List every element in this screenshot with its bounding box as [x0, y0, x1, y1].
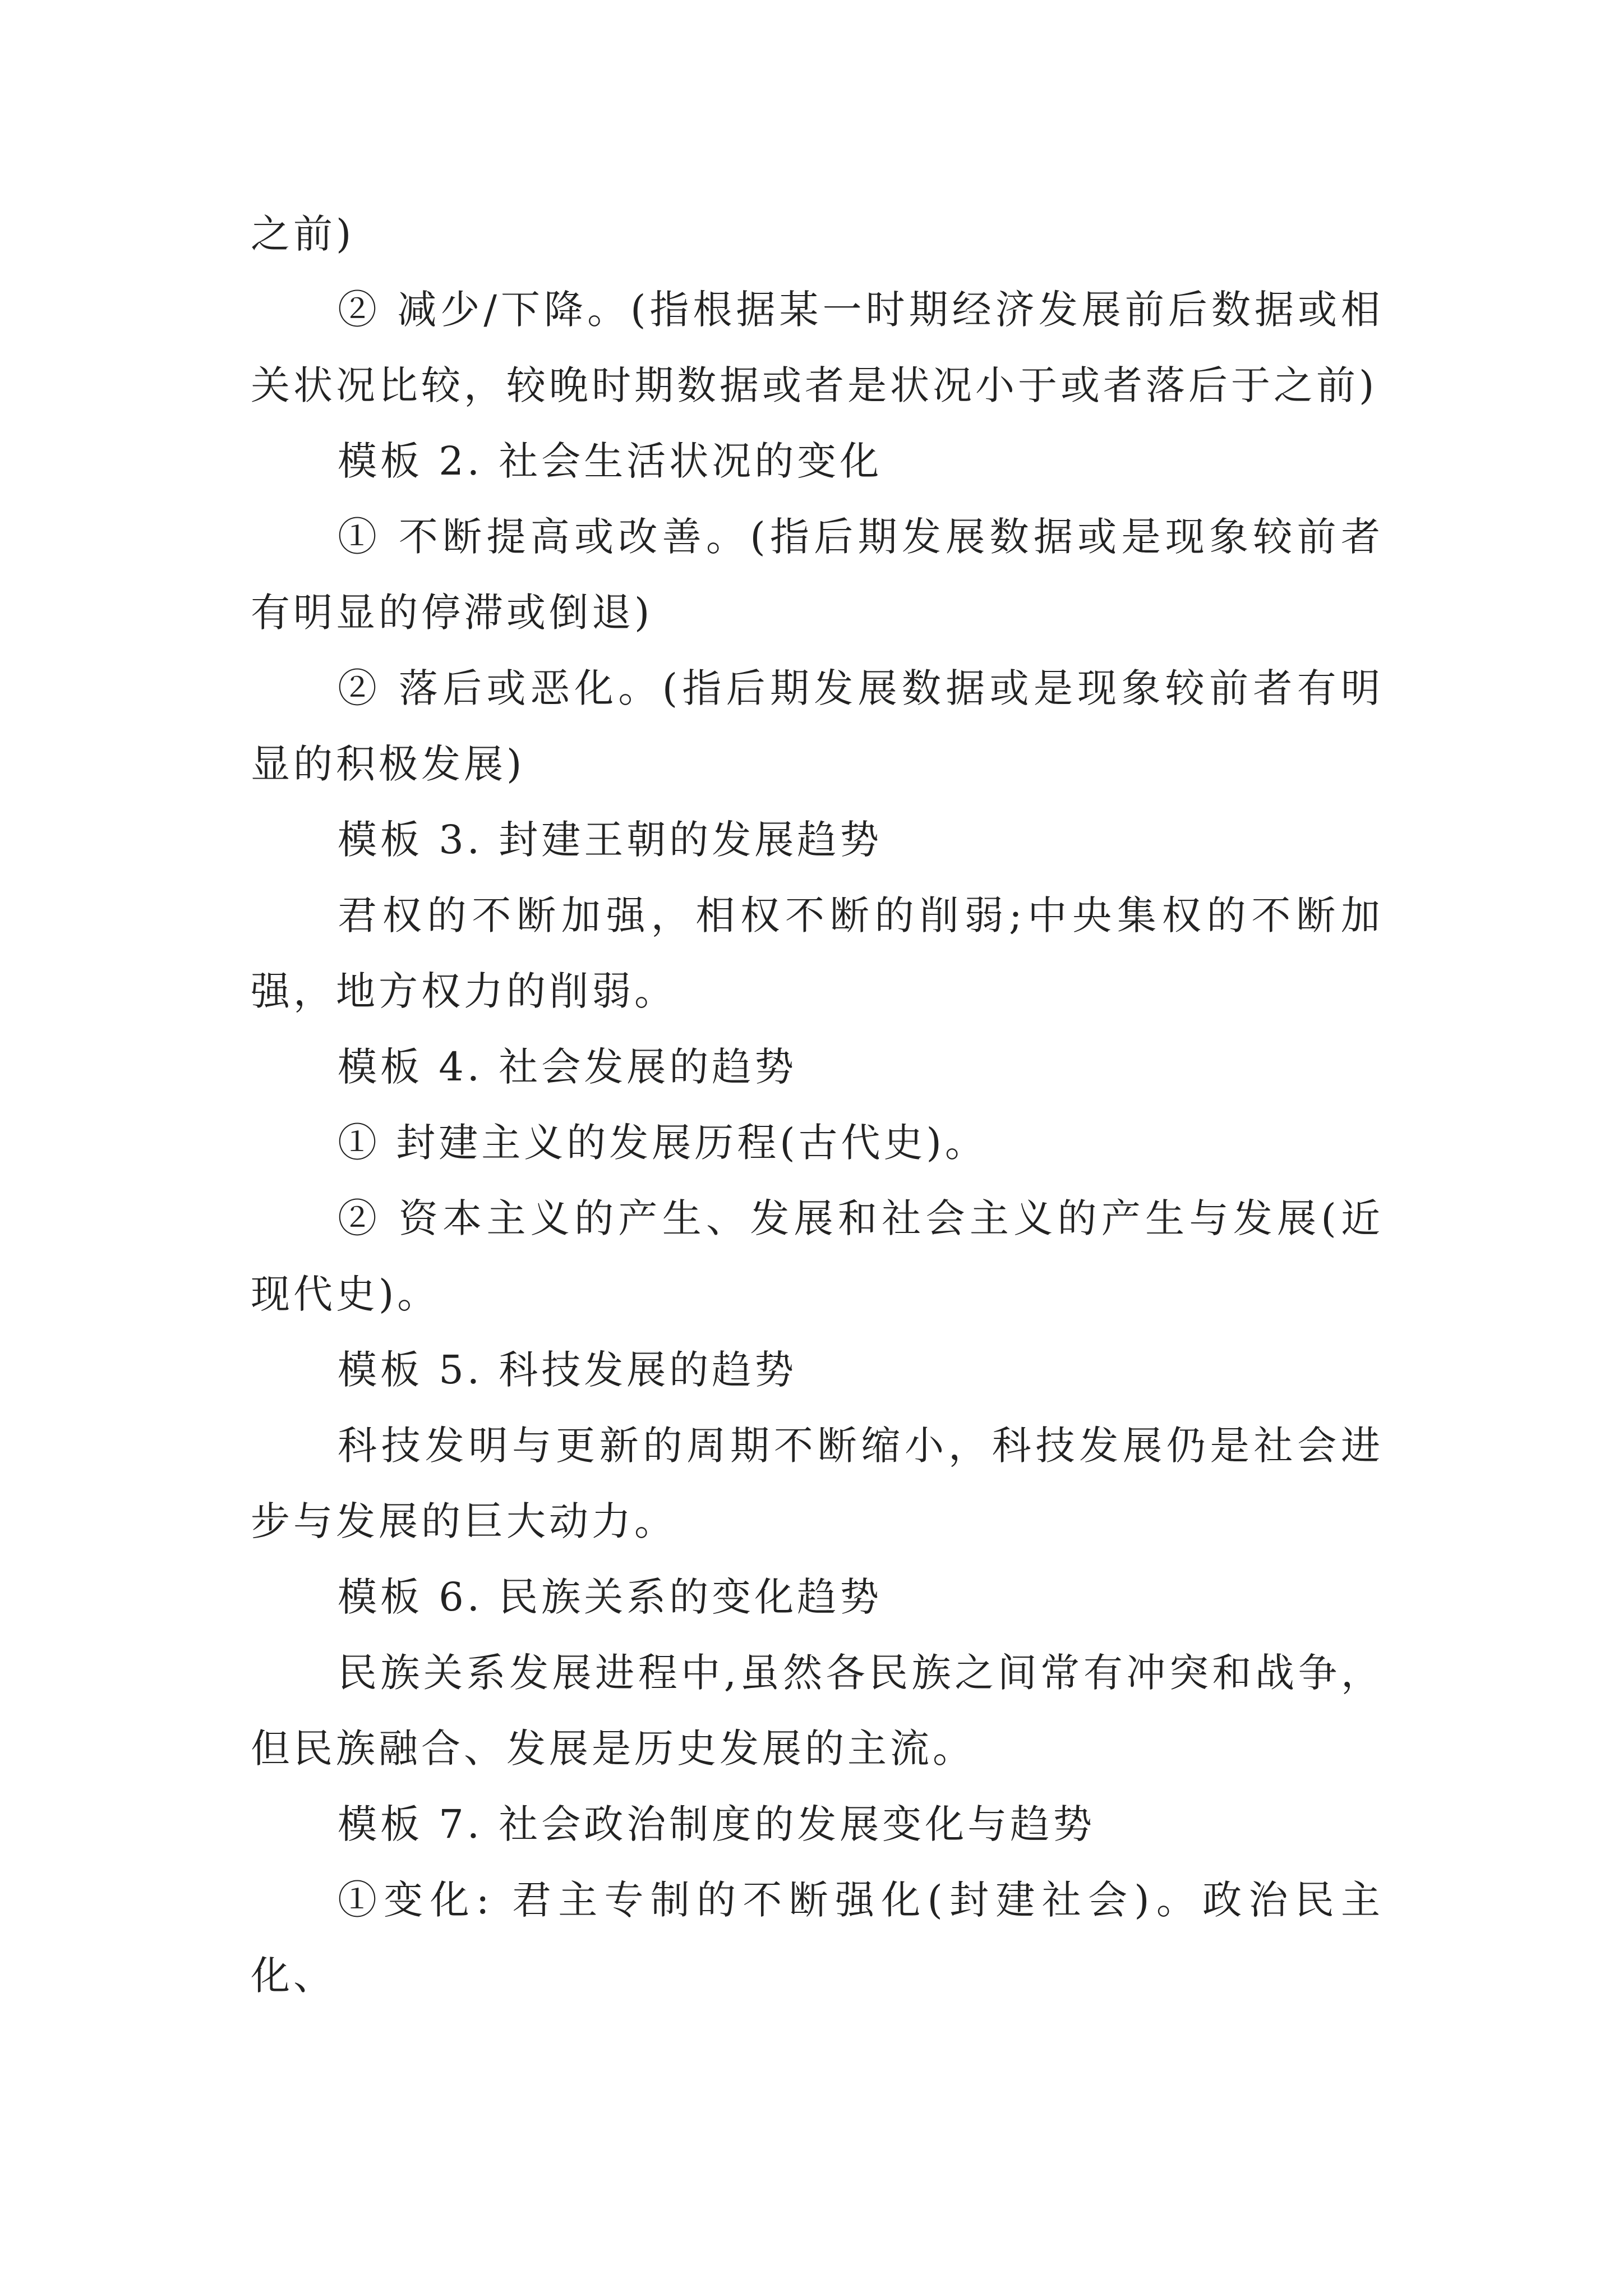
paragraph: ① 不断提高或改善。(指后期发展数据或是现象较前者有明显的停滞或倒退) [251, 514, 1384, 636]
paragraph: ② 资本主义的产生、发展和社会主义的产生与发展(近现代史)。 [251, 1195, 1384, 1317]
paragraph: ② 落后或恶化。(指后期发展数据或是现象较前者有明显的积极发展) [251, 665, 1384, 787]
section-heading: 模板 4. 社会发展的趋势 [338, 1044, 797, 1090]
paragraph: 民族关系发展进程中,虽然各民族之间常有冲突和战争，但民族融合、发展是历史发展的主流。 [251, 1650, 1384, 1772]
paragraph: ①变化: 君主专制的不断强化(封建社会)。政治民主化、 [251, 1877, 1384, 1999]
section-heading: 模板 6. 民族关系的变化趋势 [338, 1574, 883, 1620]
paragraph: ① 封建主义的发展历程(古代史)。 [338, 1120, 988, 1166]
paragraph: ② 减少/下降。(指根据某一时期经济发展前后数据或相关状况比较，较晚时期数据或者是状况小于或者落后于之前) [251, 287, 1384, 408]
section-heading: 模板 2. 社会生活状况的变化 [338, 438, 883, 484]
paragraph: 君权的不断加强，相权不断的削弱;中央集权的不断加强，地方权力的削弱。 [251, 892, 1384, 1014]
section-heading: 模板 7. 社会政治制度的发展变化与趋势 [338, 1801, 1096, 1847]
section-heading: 模板 3. 封建王朝的发展趋势 [338, 817, 883, 863]
paragraph: 科技发明与更新的周期不断缩小，科技发展仍是社会进步与发展的巨大动力。 [251, 1423, 1384, 1544]
paragraph: 之前) [251, 211, 355, 257]
document-body [251, 196, 1384, 2014]
section-heading: 模板 5. 科技发展的趋势 [338, 1347, 797, 1393]
